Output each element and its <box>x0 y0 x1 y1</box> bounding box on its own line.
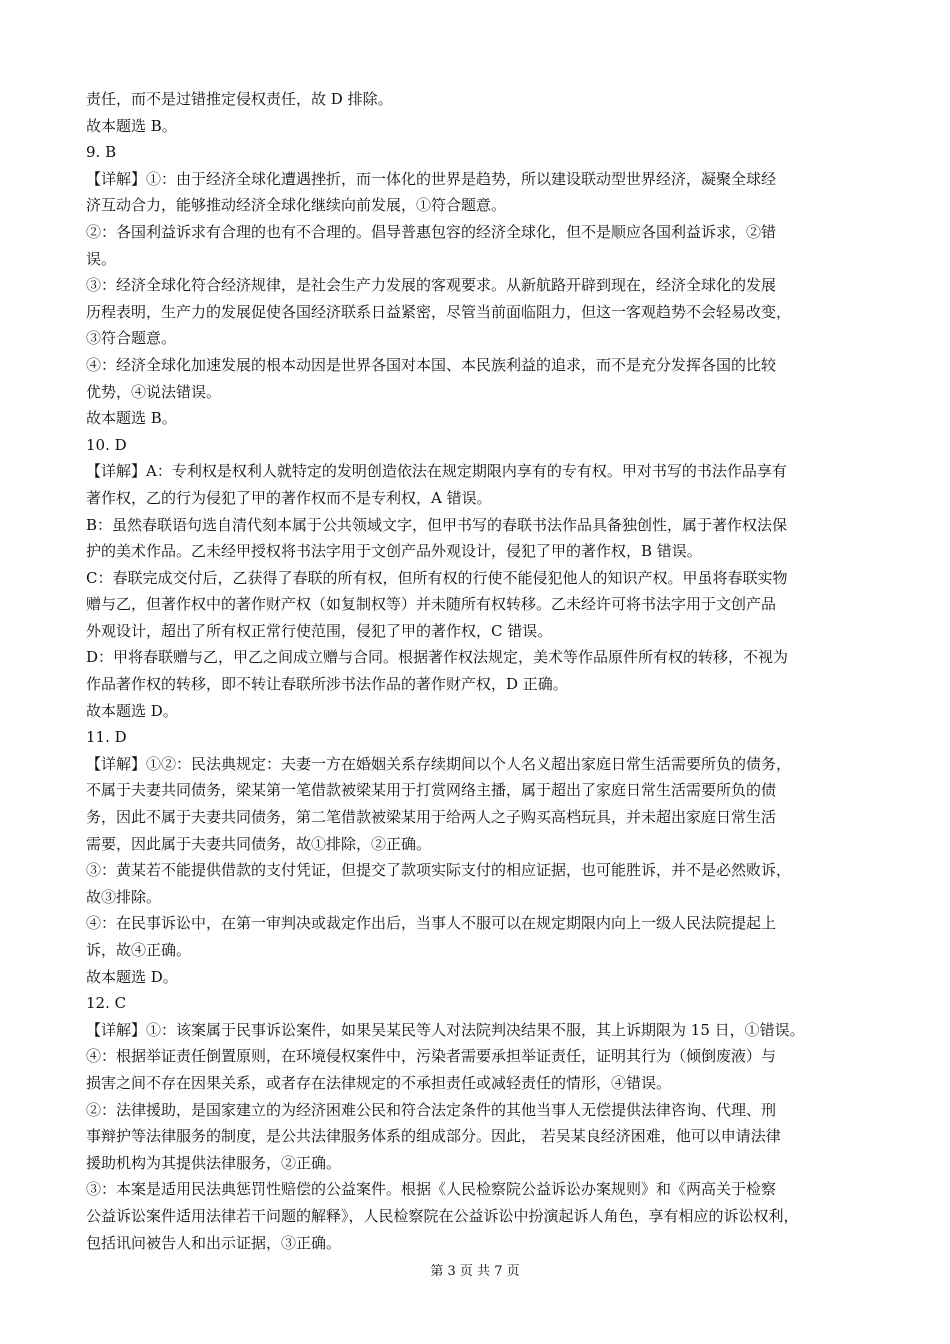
text-line: 故本题选 D。 <box>86 967 178 986</box>
text-line: ③：黄某若不能提供借款的支付凭证，但提交了款项实际支付的相应证据，也可能胜诉，并不是必然败诉， <box>86 861 792 880</box>
text-line: 需要，因此属于夫妻共同债务，故①排除，②正确。 <box>86 834 432 853</box>
text-line: 误。 <box>86 249 117 268</box>
text-line: 故③排除。 <box>86 887 162 906</box>
text-line: 11. D <box>86 728 127 747</box>
text-line: 损害之间不存在因果关系，或者存在法律规定的不承担责任或减轻责任的情形，④错误。 <box>86 1073 672 1092</box>
text-line: ③：经济全球化符合经济规律，是社会生产力发展的客观要求。从新航路开辟到现在，经济全球化的发展 <box>86 276 777 295</box>
text-line: 【详解】①：由于经济全球化遭遇挫折，而一体化的世界是趋势，所以建设联动型世界经济，凝聚全球经 <box>86 169 777 188</box>
text-line: 优势，④说法错误。 <box>86 382 222 401</box>
text-line: 护的美术作品。乙未经甲授权将书法字用于文创产品外观设计，侵犯了甲的著作权，B 错误。 <box>86 542 702 561</box>
text-line: 12. C <box>86 994 127 1013</box>
text-line: 故本题选 D。 <box>86 701 178 720</box>
text-line: 外观设计，超出了所有权正常行使范围，侵犯了甲的著作权，C 错误。 <box>86 621 553 640</box>
text-line: ④：经济全球化加速发展的根本动因是世界各国对本国、本民族利益的追求，而不是充分发挥各国的比较 <box>86 355 777 374</box>
text-line: 作品著作权的转移，即不转让春联所涉书法作品的著作财产权，D 正确。 <box>86 675 568 694</box>
text-line: 【详解】①②：民法典规定：夫妻一方在婚姻关系存续期间以个人名义超出家庭日常生活需要所负的债务， <box>86 754 792 773</box>
text-line: B：虽然春联语句选自清代刻本属于公共领域文字，但甲书写的春联书法作品具备独创性，属于著作权法保 <box>86 515 788 534</box>
text-line: 包括讯问被告人和出示证据，③正确。 <box>86 1233 342 1252</box>
text-line: ④：在民事诉讼中，在第一审判决或裁定作出后，当事人不服可以在规定期限内向上一级人民法院提起上 <box>86 914 777 933</box>
text-line: ②：各国利益诉求有合理的也有不合理的。倡导普惠包容的经济全球化，但不是顺应各国利益诉求，②错 <box>86 222 777 241</box>
text-line: 故本题选 B。 <box>86 116 177 135</box>
text-line: 9. B <box>86 143 117 162</box>
text-line: 不属于夫妻共同债务，梁某第一笔借款被梁某用于打赏网络主播，属于超出了家庭日常生活需要所负的债 <box>86 781 777 800</box>
text-line: D：甲将春联赠与乙，甲乙之间成立赠与合同。根据著作权法规定，美术等作品原件所有权的转移，不视为 <box>86 648 789 667</box>
text-line: 公益诉讼案件适用法律若干问题的解释》，人民检察院在公益诉讼中扮演起诉人角色，享有相应的诉讼权利， <box>86 1206 799 1225</box>
text-line: 济互动合力，能够推动经济全球化继续向前发展，①符合题意。 <box>86 196 507 215</box>
text-line: 责任，而不是过错推定侵权责任，故 D 排除。 <box>86 90 393 108</box>
text-line: 【详解】A：专利权是权利人就特定的发明创造依法在规定期限内享有的专有权。甲对书写的书法作品享有 <box>86 462 787 481</box>
text-line: 10. D <box>86 435 127 454</box>
page-number-footer: 第 3 页 共 7 页 <box>430 1264 520 1279</box>
text-line: 务，因此不属于夫妻共同债务，第二笔借款被梁某用于给两人之子购买高档玩具，并未超出家庭日常生活 <box>86 808 777 827</box>
text-line: ③符合题意。 <box>86 329 177 348</box>
text-line: 事辩护等法律服务的制度，是公共法律服务体系的组成部分。因此， 若吴某良经济困难，他可以申请法律 <box>86 1127 781 1146</box>
text-line: ②：法律援助，是国家建立的为经济困难公民和符合法定条件的其他当事人无偿提供法律咨询、代理、刑 <box>86 1100 777 1119</box>
text-line: 【详解】①：该案属于民事诉讼案件，如果吴某民等人对法院判决结果不服，其上诉期限为 15 日，①错误。 <box>86 1020 805 1039</box>
text-line: 故本题选 B。 <box>86 409 177 428</box>
text-line: 援助机构为其提供法律服务，②正确。 <box>86 1153 342 1172</box>
text-line: C：春联完成交付后，乙获得了春联的所有权，但所有权的行使不能侵犯他人的知识产权。甲虽将春联实物 <box>86 568 788 587</box>
text-line: ④：根据举证责任倒置原则，在环境侵权案件中，污染者需要承担举证责任，证明其行为（倾倒废液）与 <box>86 1047 777 1066</box>
text-line: 诉，故④正确。 <box>86 941 192 959</box>
text-line: 历程表明，生产力的发展促使各国经济联系日益紧密，尽管当前面临阻力，但这一客观趋势不会轻易改变， <box>86 302 792 321</box>
text-line: 著作权，乙的行为侵犯了甲的著作权而不是专利权，A 错误。 <box>86 488 492 507</box>
text-line: 赠与乙，但著作权中的著作财产权（如复制权等）并未随所有权转移。乙未经许可将书法字用于文创产品 <box>86 595 777 614</box>
answer-explanations <box>86 86 868 1256</box>
text-line: ③：本案是适用民法典惩罚性赔偿的公益案件。根据《人民检察院公益诉讼办案规则》和《两高关于检察 <box>86 1180 777 1199</box>
